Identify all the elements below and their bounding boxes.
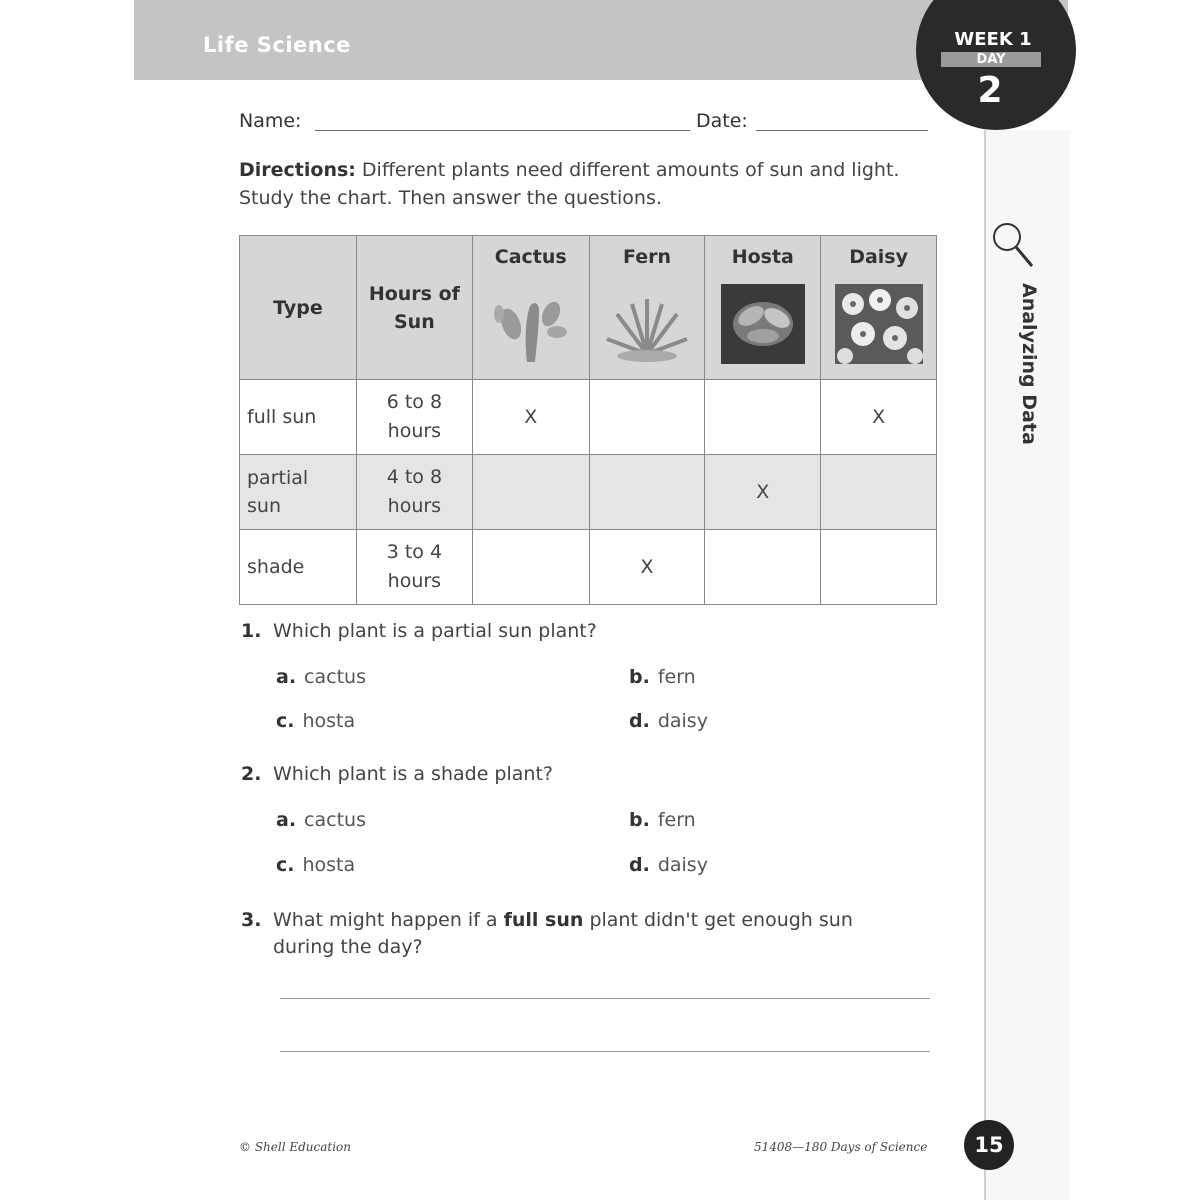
mark-cell [472,530,589,605]
skill-label: Analyzing Data [1018,283,1040,445]
day-label: DAY [941,52,1041,67]
cactus-picture [489,284,573,364]
mark-cell: X [821,380,937,455]
row-hours: 4 to 8 hours [356,455,472,530]
mark-cell [821,530,937,605]
table-row [240,530,937,605]
mark-cell: X [589,530,705,605]
page-number: 15 [964,1120,1014,1170]
footer-copyright: © Shell Education [239,1140,352,1154]
q1-option-b[interactable]: b. fern [629,666,696,688]
header-hosta: Hosta [705,236,821,380]
week-label: WEEK 1 [954,29,1032,50]
date-label: Date: [696,110,748,132]
mark-cell [705,530,821,605]
q2-option-b[interactable]: b. fern [629,809,696,831]
question-2: 2. Which plant is a shade plant? [241,763,553,785]
magnifying-glass-icon [990,220,1036,270]
row-hours: 6 to 8 hours [356,380,472,455]
fern-picture [597,284,697,364]
mark-cell: X [705,455,821,530]
directions-lead: Directions: [239,159,356,181]
name-label: Name: [239,110,302,132]
q1-option-a[interactable]: a. cactus [276,666,366,688]
name-field[interactable] [315,130,690,131]
table-row [240,380,937,455]
mark-cell: X [472,380,589,455]
mark-cell [821,455,937,530]
hosta-photo [721,284,805,364]
q2-option-d[interactable]: d. daisy [629,854,708,876]
table-header-row [240,236,937,380]
directions [239,156,929,212]
header-cactus: Cactus [472,236,589,380]
q2-option-c[interactable]: c. hosta [276,854,356,876]
day-number: 2 [977,70,1003,111]
header-daisy: Daisy [821,236,937,380]
header-fern: Fern [589,236,705,380]
q1-option-d[interactable]: d. daisy [629,710,708,732]
mark-cell [472,455,589,530]
daisy-photo [835,284,923,364]
q1-option-c[interactable]: c. hosta [276,710,356,732]
date-field[interactable] [756,130,928,131]
row-type: full sun [240,380,357,455]
section-title: Life Science [203,33,351,57]
mark-cell [705,380,821,455]
row-type: shade [240,530,357,605]
mark-cell [589,380,705,455]
q2-option-a[interactable]: a. cactus [276,809,366,831]
row-hours: 3 to 4 hours [356,530,472,605]
question-3: 3. What might happen if a full sun plant didn't get enough sun during the day? [241,909,853,958]
question-1: 1. Which plant is a partial sun plant? [241,620,597,642]
table-row [240,455,937,530]
directions-text: Different plants need different amounts of sun and light. Study the chart. Then answer the questions. [239,159,900,209]
row-type: partial sun [240,455,357,530]
answer-line-1[interactable] [280,998,930,999]
answer-line-2[interactable] [280,1051,930,1052]
sun-chart-table [239,235,937,605]
header-type: Type [240,236,357,380]
footer-book-title: 51408—180 Days of Science [754,1140,928,1154]
mark-cell [589,455,705,530]
header-hours: Hours of Sun [356,236,472,380]
